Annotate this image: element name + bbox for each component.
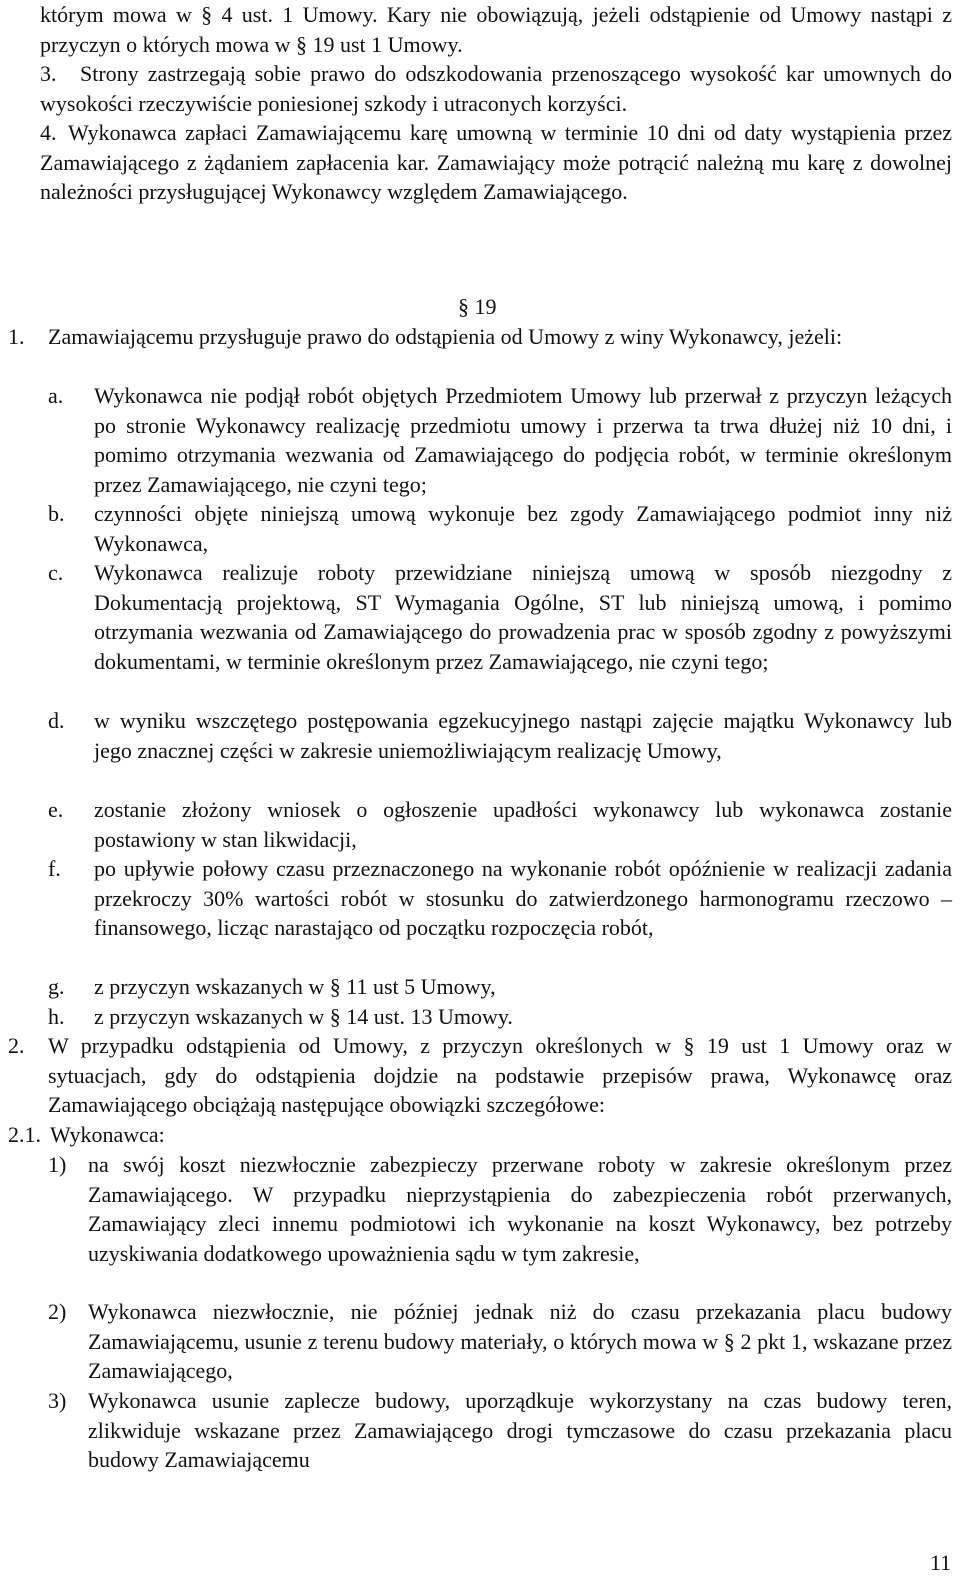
list-item-c	[48, 558, 952, 676]
list-item-h-letter: h.	[48, 1004, 65, 1029]
paragraph-3-text: Strony zastrzegają sobie prawo do odszkodowania przenoszącego wysokość kar umownych do wysokości rzeczywiście poniesionej szkody i utraconych korzyści.	[40, 61, 952, 116]
section-paragraph-2-1-number: 2.1.	[8, 1122, 41, 1147]
list-item-b-letter: b.	[48, 501, 65, 526]
list-item-b-text: czynności objęte niniejszą umową wykonuje bez zgody Zamawiającego podmiot inny niż Wykonawca,	[94, 501, 952, 556]
list-item-h	[48, 1002, 952, 1032]
list-item-c-text: Wykonawca realizuje roboty przewidziane niniejszą umową w sposób niezgodny z Dokumentacją projektową, ST Wymagania Ogólne, ST lub niniejszą umową, i pomimo otrzymania wezwania od Zamawiającego do prowadzenia prac w sposób zgodny z powyższymi dokumentami, w terminie określonym przez Zamawiającego, nie czyni tego;	[94, 560, 952, 674]
list-item-d-text: w wyniku wszczętego postępowania egzekucyjnego nastąpi zajęcie majątku Wykonawcy lub jego znacznej części w zakresie uniemożliwiającym realizację Umowy,	[94, 708, 952, 763]
section-paragraph-2	[8, 1031, 952, 1120]
list-item-h-text: z przyczyn wskazanych w § 14 ust. 13 Umowy.	[94, 1004, 513, 1029]
list-item-a	[48, 381, 952, 499]
list-item-g-letter: g.	[48, 974, 65, 999]
section-paragraph-2-1	[8, 1120, 952, 1150]
section-heading: § 19	[458, 294, 497, 319]
section-paragraph-2-1-text: Wykonawca:	[50, 1122, 165, 1147]
section-paragraph-2-number: 2.	[8, 1033, 25, 1058]
list-item-a-letter: a.	[48, 383, 64, 408]
list-item-e-text: zostanie złożony wniosek o ogłoszenie upadłości wykonawcy lub wykonawca zostanie postawiony w stan likwidacji,	[94, 797, 952, 852]
duty-1	[48, 1150, 952, 1268]
section-paragraph-1-text: Zamawiającemu przysługuje prawo do odstąpienia od Umowy z winy Wykonawcy, jeżeli:	[48, 324, 843, 349]
paragraph-4	[40, 118, 952, 207]
paragraph-4-text: Wykonawca zapłaci Zamawiającemu karę umowną w terminie 10 dni od daty wystąpienia przez Zamawiającego z żądaniem zapłacenia kar. Zamawiający może potrącić należną mu karę z dowolnej należności przysługującej Wykonawcy względem Zamawiającego.	[40, 120, 952, 205]
list-item-b	[48, 499, 952, 558]
duty-1-text: na swój koszt niezwłocznie zabezpieczy przerwane roboty w zakresie określonym przez Zamawiającego. W przypadku nieprzystąpienia do zabezpieczenia robót przerwanych, Zamawiający zleci innemu podmiotowi ich wykonanie na koszt Wykonawcy, bez potrzeby uzyskiwania dodatkowego upoważnienia sądu w tym zakresie,	[88, 1152, 952, 1266]
list-item-g-text: z przyczyn wskazanych w § 11 ust 5 Umowy,	[94, 974, 496, 999]
intro-continuation-text: którym mowa w § 4 ust. 1 Umowy. Kary nie obowiązują, jeżeli odstąpienie od Umowy nastąpi z przyczyn o których mowa w § 19 ust 1 Umowy.	[40, 2, 952, 57]
list-item-e-letter: e.	[48, 797, 64, 822]
list-item-d-letter: d.	[48, 708, 65, 733]
duty-3-text: Wykonawca usunie zaplecze budowy, uporządkuje wykorzystany na czas budowy teren, zlikwiduje wskazane przez Zamawiającego drogi tymczasowe do czasu przekazania placu budowy Zamawiającemu	[88, 1388, 952, 1473]
intro-continuation	[40, 0, 952, 59]
duty-2-text: Wykonawca niezwłocznie, nie później jednak niż do czasu przekazania placu budowy Zamawiającemu, usunie z terenu budowy materiały, o których mowa w § 2 pkt 1, wskazane przez Zamawiającego,	[88, 1299, 952, 1384]
duty-3	[48, 1386, 952, 1475]
list-item-g	[48, 972, 952, 1002]
list-item-f-letter: f.	[48, 856, 61, 881]
duty-1-number: 1)	[48, 1152, 67, 1177]
duty-2	[48, 1297, 952, 1386]
page-number: 11	[930, 1550, 952, 1575]
section-paragraph-1	[8, 322, 952, 352]
duty-3-number: 3)	[48, 1388, 67, 1413]
list-item-c-letter: c.	[48, 560, 64, 585]
section-paragraph-1-number: 1.	[8, 324, 25, 349]
section-paragraph-2-text: W przypadku odstąpienia od Umowy, z przyczyn określonych w § 19 ust 1 Umowy oraz w sytuacjach, gdy do odstąpienia dojdzie na podstawie przepisów prawa, Wykonawcę oraz Zamawiającego obciążają następujące obowiązki szczegółowe:	[48, 1033, 952, 1118]
list-item-f-text: po upływie połowy czasu przeznaczonego na wykonanie robót opóźnienie w realizacji zadania przekroczy 30% wartości robót w stosunku do zatwierdzonego harmonogramu rzeczowo – finansowego, licząc narastająco od początku rozpoczęcia robót,	[94, 856, 952, 941]
list-item-e	[48, 795, 952, 854]
paragraph-3-number: 3.	[40, 61, 57, 86]
paragraph-3	[40, 59, 952, 118]
list-item-a-text: Wykonawca nie podjął robót objętych Przedmiotem Umowy lub przerwał z przyczyn leżących po stronie Wykonawcy realizację przedmiotu umowy i przerwa ta trwa dłużej niż 10 dni, i pomimo otrzymania wezwania od Zamawiającego do podjęcia robót, w terminie określonym przez Zamawiającego, nie czyni tego;	[94, 383, 952, 497]
paragraph-4-number: 4.	[40, 120, 57, 145]
list-item-f	[48, 854, 952, 943]
list-item-d	[48, 706, 952, 765]
duty-2-number: 2)	[48, 1299, 67, 1324]
